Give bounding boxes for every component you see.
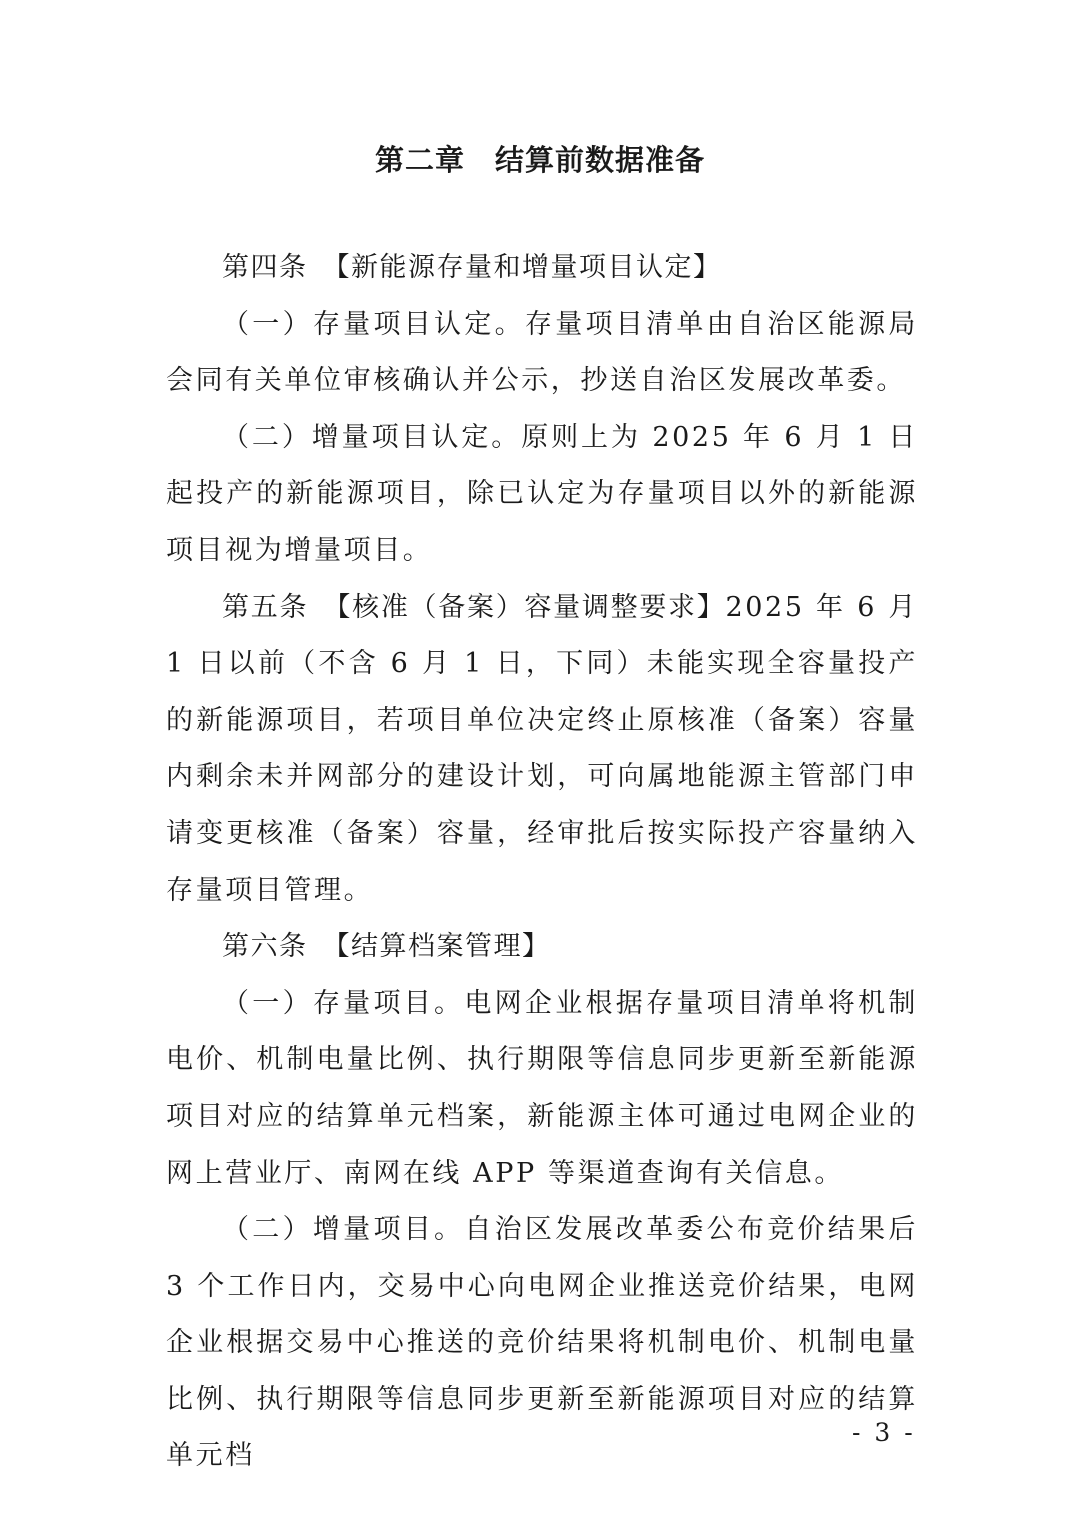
- article-4-number: 第四条: [222, 252, 336, 283]
- article-6-paragraph-2: （二）增量项目。自治区发展改革委公布竞价结果后 3 个工作日内，交易中心向电网企业推送竞价结果，电网企业根据交易中心推送的竞价结果将机制电价、机制电量比例、执行期限等信息同步更新至新能源项目对应的结算单元档: [166, 1214, 918, 1472]
- article-5-title: 【核准（备案）容量调整要求】: [336, 591, 726, 623]
- article-6-number: 第六条: [222, 931, 336, 963]
- article-4-heading: [166, 240, 918, 297]
- document-body: [166, 240, 918, 1485]
- chapter-title: 第二章 结算前数据准备: [374, 143, 705, 177]
- article-6-heading: [166, 919, 918, 976]
- article-5-paragraph: [166, 580, 918, 920]
- article-5-text: 2025 年 6 月 1 日以前（不含 6 月 1 日，下同）未能实现全容量投产的新能源项目，若项目单位决定终止原核准（备案）容量内剩余未并网部分的建设计划，可向属地能源主管部门申请变更核准（备案）容量，经审批后按实际投产容量纳入存量项目管理。: [166, 591, 919, 906]
- article-4-paragraph-2: （二）增量项目认定。原则上为 2025 年 6 月 1 日起投产的新能源项目，除已认定为存量项目以外的新能源项目视为增量项目。: [166, 421, 918, 566]
- article-5-number: 第五条: [222, 591, 337, 623]
- article-6-paragraph-1: （一）存量项目。电网企业根据存量项目清单将机制电价、机制电量比例、执行期限等信息同步更新至新能源项目对应的结算单元档案，新能源主体可通过电网企业的网上营业厅、南网在线 APP 等渠道查询有关信息。: [166, 987, 918, 1189]
- article-4-title: 【新能源存量和增量项目认定】: [336, 252, 722, 283]
- page-number: - 3 -: [852, 1418, 916, 1447]
- article-4-paragraph-1: （一）存量项目认定。存量项目清单由自治区能源局会同有关单位审核确认并公示，抄送自治区发展改革委。: [166, 308, 918, 397]
- article-6-title: 【结算档案管理】: [336, 931, 551, 963]
